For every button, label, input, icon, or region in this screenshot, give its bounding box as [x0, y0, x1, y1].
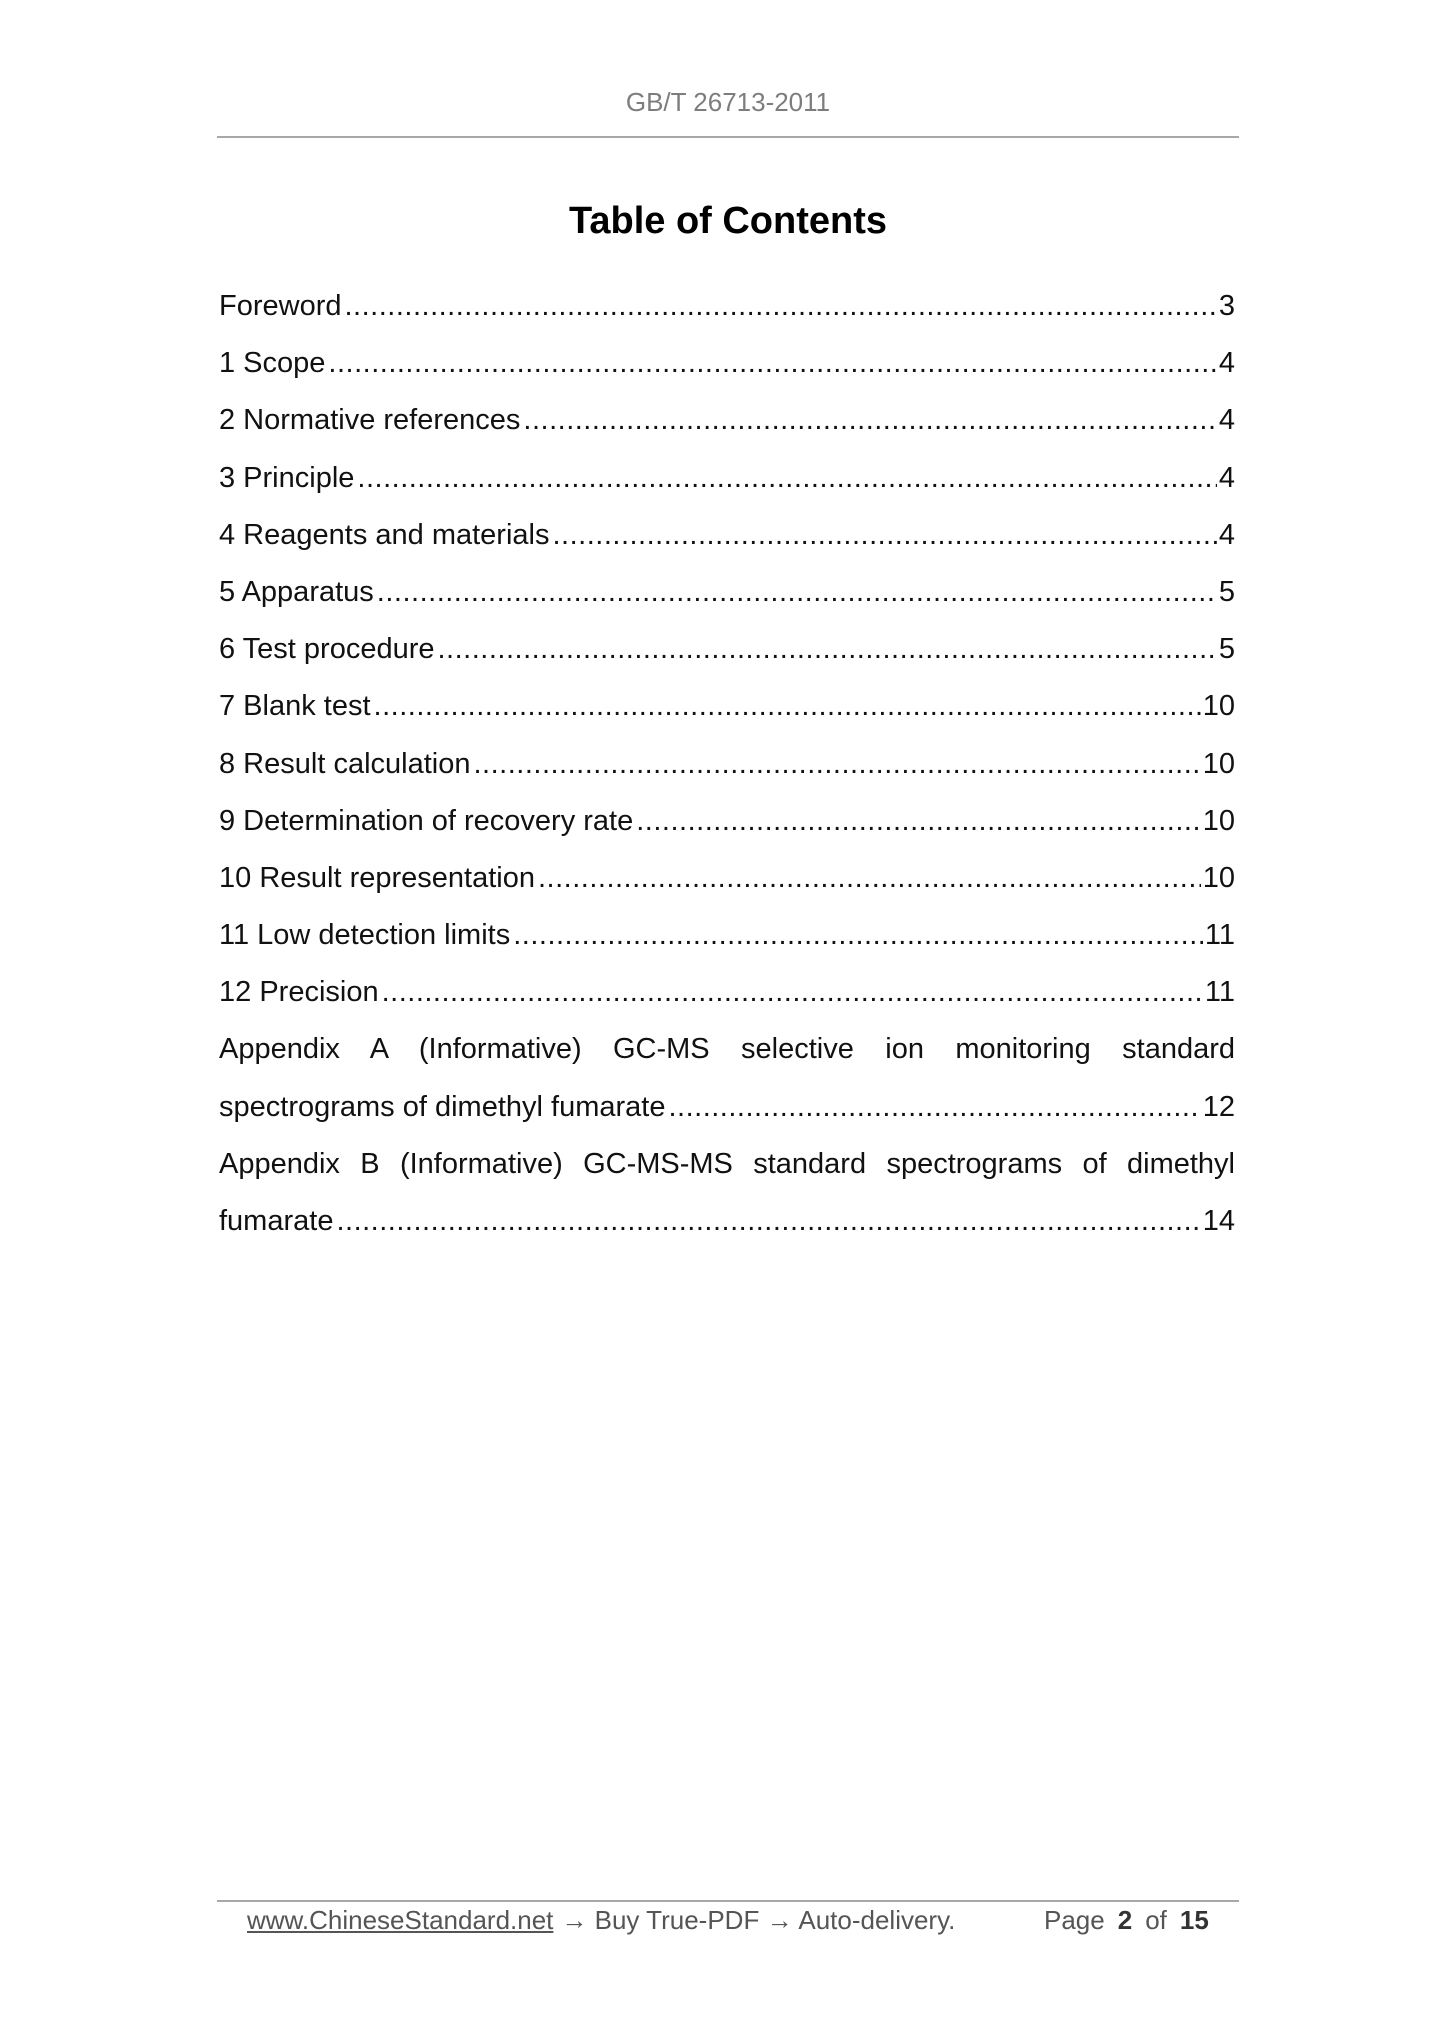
- dot-leader: [377, 564, 1217, 621]
- toc-entry-page-number: 4: [1218, 347, 1235, 380]
- toc-entry-page-number: 10: [1202, 747, 1235, 780]
- dot-leader: [438, 621, 1217, 678]
- footer-rule: [217, 1900, 1239, 1902]
- dot-leader: [382, 964, 1203, 1021]
- toc-entry-label: Foreword: [219, 290, 342, 322]
- toc-entry-line2: [219, 1079, 1235, 1136]
- page-current-number: 2: [1117, 1905, 1133, 1935]
- toc-entry-appendix-b[interactable]: [219, 1136, 1235, 1250]
- toc-entry-label-line2: fumarate: [219, 1205, 334, 1237]
- toc-entry-page-number: 4: [1218, 461, 1235, 494]
- toc-entry-page-number: 10: [1202, 804, 1235, 837]
- toc-entry-label: 1 Scope: [219, 347, 326, 380]
- toc-entry-foreword[interactable]: [219, 278, 1235, 335]
- toc-entry-low-detection-limits[interactable]: [219, 907, 1235, 964]
- promo-text: → Buy True-PDF → Auto-delivery.: [561, 1905, 956, 1935]
- toc-entry-principle[interactable]: [219, 450, 1235, 507]
- dot-leader: [523, 392, 1216, 449]
- dot-leader: [357, 450, 1216, 507]
- dot-leader: [374, 678, 1201, 735]
- toc-list: [219, 278, 1235, 1250]
- toc-entry-test-procedure[interactable]: [219, 621, 1235, 678]
- toc-entry-recovery-rate[interactable]: [219, 793, 1235, 850]
- toc-entry-reagents-and-materials[interactable]: [219, 507, 1235, 564]
- dot-leader: [538, 850, 1201, 907]
- toc-entry-label-line1: Appendix B (Informative) GC-MS-MS standard spectrograms of dimethyl: [219, 1147, 1235, 1180]
- page-footer: [247, 1905, 955, 1935]
- toc-entry-label: 3 Principle: [219, 461, 355, 494]
- toc-entry-label: 10 Result representation: [219, 861, 535, 894]
- running-header: GB/T 26713-2011: [625, 87, 831, 117]
- toc-entry-page-number: 11: [1204, 919, 1235, 952]
- toc-entry-blank-test[interactable]: [219, 678, 1235, 735]
- toc-entry-label: 5 Apparatus: [219, 575, 374, 608]
- toc-entry-label: 4 Reagents and materials: [219, 518, 550, 551]
- toc-entry-scope[interactable]: [219, 335, 1235, 392]
- dot-leader: [473, 736, 1200, 793]
- dot-leader: [668, 1079, 1200, 1136]
- header-rule: [217, 136, 1239, 138]
- toc-entry-apparatus[interactable]: [219, 564, 1235, 621]
- toc-entry-precision[interactable]: [219, 964, 1235, 1021]
- site-link[interactable]: www.ChineseStandard.net: [247, 1905, 554, 1935]
- dot-leader: [345, 278, 1217, 335]
- toc-entry-label: 11 Low detection limits: [219, 919, 511, 952]
- toc-entry-page-number: 11: [1204, 976, 1235, 1009]
- dot-leader: [328, 335, 1216, 392]
- toc-entry-page-number: 4: [1218, 518, 1235, 551]
- toc-entry-label: 9 Determination of recovery rate: [219, 804, 634, 837]
- toc-entry-page-number: 10: [1202, 861, 1235, 894]
- dot-leader: [513, 907, 1203, 964]
- toc-entry-page-number: 12: [1202, 1090, 1235, 1123]
- dot-leader: [552, 507, 1216, 564]
- toc-entry-line2: [219, 1193, 1235, 1250]
- page-label: Page: [1044, 1905, 1105, 1935]
- toc-entry-label: 6 Test procedure: [219, 633, 435, 666]
- toc-entry-page-number: 10: [1202, 690, 1235, 723]
- toc-entry-label: 12 Precision: [219, 976, 379, 1009]
- toc-entry-page-number: 5: [1218, 575, 1235, 608]
- page-indicator: [1044, 1905, 1209, 1935]
- toc-entry-page-number: 14: [1202, 1205, 1235, 1237]
- toc-entry-page-number: 3: [1218, 290, 1235, 322]
- toc-entry-label-line2: spectrograms of dimethyl fumarate: [219, 1090, 666, 1123]
- toc-entry-label-line1: Appendix A (Informative) GC-MS selective ion monitoring standard: [219, 1033, 1235, 1066]
- toc-entry-label: 7 Blank test: [219, 690, 371, 723]
- page-of-label: of: [1145, 1905, 1167, 1935]
- toc-entry-label: 8 Result calculation: [219, 747, 471, 780]
- toc-entry-page-number: 4: [1218, 404, 1235, 437]
- dot-leader: [636, 793, 1200, 850]
- toc-entry-page-number: 5: [1218, 633, 1235, 666]
- toc-entry-label: 2 Normative references: [219, 404, 521, 437]
- toc-entry-result-calculation[interactable]: [219, 736, 1235, 793]
- page-title: Table of Contents: [568, 200, 888, 242]
- toc-entry-result-representation[interactable]: [219, 850, 1235, 907]
- page-total-number: 15: [1179, 1905, 1209, 1935]
- toc-entry-normative-references[interactable]: [219, 392, 1235, 449]
- dot-leader: [336, 1193, 1200, 1250]
- toc-entry-appendix-a[interactable]: [219, 1021, 1235, 1135]
